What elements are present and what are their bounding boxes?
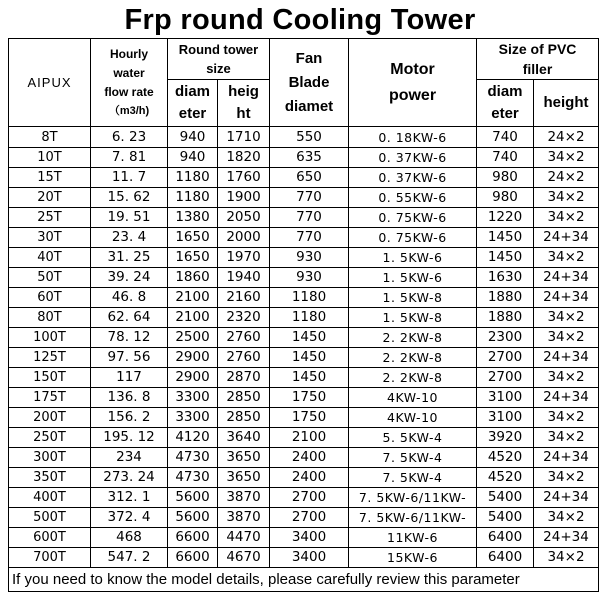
cell-height: 4670 <box>218 548 270 568</box>
cell-diameter: 5600 <box>168 508 218 528</box>
cell-model: 8T <box>9 127 91 148</box>
cell-flow-rate: 136. 8 <box>91 388 168 408</box>
cell-flow-rate: 234 <box>91 448 168 468</box>
cell-pvc-height: 24+34 <box>534 448 599 468</box>
header-flow-rate: Hourly water flow rate （m3/h) <box>91 39 168 127</box>
cell-height: 2160 <box>218 288 270 308</box>
cell-flow-rate: 273. 24 <box>91 468 168 488</box>
cell-motor-power: 2. 2KW-8 <box>349 348 477 368</box>
cell-height: 3650 <box>218 448 270 468</box>
cell-pvc-height: 34×2 <box>534 508 599 528</box>
cell-fan-diameter: 2700 <box>270 508 349 528</box>
table-row <box>9 208 599 228</box>
cell-model: 350T <box>9 468 91 488</box>
table-row <box>9 127 599 148</box>
table-header <box>9 39 599 127</box>
cell-flow-rate: 31. 25 <box>91 248 168 268</box>
cell-fan-diameter: 550 <box>270 127 349 148</box>
cell-height: 3640 <box>218 428 270 448</box>
cell-diameter: 4120 <box>168 428 218 448</box>
cell-motor-power: 7. 5KW-6/11KW- <box>349 488 477 508</box>
cell-fan-diameter: 1750 <box>270 388 349 408</box>
cell-model: 150T <box>9 368 91 388</box>
cell-model: 60T <box>9 288 91 308</box>
cell-model: 600T <box>9 528 91 548</box>
cell-diameter: 940 <box>168 148 218 168</box>
table-row <box>9 168 599 188</box>
header-pvc-diameter: diam eter <box>477 80 534 127</box>
cell-fan-diameter: 635 <box>270 148 349 168</box>
cell-height: 2850 <box>218 408 270 428</box>
cell-model: 40T <box>9 248 91 268</box>
cell-fan-diameter: 1450 <box>270 348 349 368</box>
cell-height: 1970 <box>218 248 270 268</box>
cell-pvc-height: 24×2 <box>534 127 599 148</box>
cell-pvc-diameter: 6400 <box>477 548 534 568</box>
cell-diameter: 2100 <box>168 288 218 308</box>
cell-pvc-diameter: 1450 <box>477 248 534 268</box>
cell-pvc-height: 24+34 <box>534 388 599 408</box>
cell-fan-diameter: 2400 <box>270 468 349 488</box>
cell-fan-diameter: 1450 <box>270 368 349 388</box>
table-row <box>9 348 599 368</box>
spec-table <box>8 38 599 592</box>
table-row <box>9 548 599 568</box>
cell-motor-power: 5. 5KW-4 <box>349 428 477 448</box>
cell-height: 2850 <box>218 388 270 408</box>
cell-fan-diameter: 1180 <box>270 308 349 328</box>
cell-fan-diameter: 2400 <box>270 448 349 468</box>
cell-pvc-height: 34×2 <box>534 368 599 388</box>
cell-pvc-diameter: 5400 <box>477 488 534 508</box>
cell-motor-power: 0. 37KW-6 <box>349 148 477 168</box>
cell-pvc-diameter: 2700 <box>477 368 534 388</box>
cell-motor-power: 4KW-10 <box>349 388 477 408</box>
cell-motor-power: 2. 2KW-8 <box>349 328 477 348</box>
table-body <box>9 127 599 568</box>
cell-height: 3870 <box>218 488 270 508</box>
table-row <box>9 328 599 348</box>
cell-flow-rate: 39. 24 <box>91 268 168 288</box>
table-row <box>9 248 599 268</box>
cell-motor-power: 15KW-6 <box>349 548 477 568</box>
cell-flow-rate: 195. 12 <box>91 428 168 448</box>
cell-flow-rate: 23. 4 <box>91 228 168 248</box>
cell-pvc-height: 34×2 <box>534 248 599 268</box>
table-row <box>9 188 599 208</box>
cell-model: 30T <box>9 228 91 248</box>
cell-motor-power: 4KW-10 <box>349 408 477 428</box>
cell-motor-power: 0. 18KW-6 <box>349 127 477 148</box>
cell-pvc-height: 24×2 <box>534 168 599 188</box>
header-pvc-height: height <box>534 80 599 127</box>
cell-fan-diameter: 770 <box>270 228 349 248</box>
cell-height: 2320 <box>218 308 270 328</box>
cell-pvc-height: 34×2 <box>534 208 599 228</box>
cell-height: 1900 <box>218 188 270 208</box>
cell-fan-diameter: 3400 <box>270 528 349 548</box>
cell-pvc-diameter: 2300 <box>477 328 534 348</box>
header-round-tower-size: Round tower size <box>168 39 270 80</box>
cell-flow-rate: 46. 8 <box>91 288 168 308</box>
cell-model: 25T <box>9 208 91 228</box>
cell-diameter: 1650 <box>168 228 218 248</box>
table-row <box>9 508 599 528</box>
cell-pvc-height: 24+34 <box>534 528 599 548</box>
table-row <box>9 528 599 548</box>
header-pvc-filler: Size of PVC filler <box>477 39 599 80</box>
cell-diameter: 2900 <box>168 348 218 368</box>
table-row <box>9 268 599 288</box>
cell-pvc-diameter: 1220 <box>477 208 534 228</box>
cell-diameter: 3300 <box>168 388 218 408</box>
cell-diameter: 4730 <box>168 448 218 468</box>
cell-diameter: 2500 <box>168 328 218 348</box>
cell-flow-rate: 372. 4 <box>91 508 168 528</box>
cell-height: 2000 <box>218 228 270 248</box>
cell-fan-diameter: 1750 <box>270 408 349 428</box>
cell-diameter: 1380 <box>168 208 218 228</box>
cell-diameter: 1860 <box>168 268 218 288</box>
header-motor-power: Motor power <box>349 39 477 127</box>
cell-height: 1760 <box>218 168 270 188</box>
cell-pvc-height: 24+34 <box>534 268 599 288</box>
footer-note: If you need to know the model details, please carefully review this parameter <box>9 568 599 592</box>
cell-height: 1820 <box>218 148 270 168</box>
cell-pvc-diameter: 3100 <box>477 408 534 428</box>
cell-pvc-height: 24+34 <box>534 228 599 248</box>
cell-diameter: 4730 <box>168 468 218 488</box>
header-model: AIPUX <box>9 39 91 127</box>
cell-diameter: 6600 <box>168 528 218 548</box>
cell-motor-power: 1. 5KW-8 <box>349 308 477 328</box>
cell-model: 700T <box>9 548 91 568</box>
cell-flow-rate: 468 <box>91 528 168 548</box>
cell-pvc-diameter: 980 <box>477 168 534 188</box>
cell-pvc-diameter: 4520 <box>477 448 534 468</box>
header-diameter: diam eter <box>168 80 218 127</box>
cell-pvc-height: 34×2 <box>534 428 599 448</box>
cell-pvc-height: 34×2 <box>534 308 599 328</box>
cell-height: 3650 <box>218 468 270 488</box>
cell-pvc-diameter: 740 <box>477 127 534 148</box>
cell-model: 400T <box>9 488 91 508</box>
cell-pvc-diameter: 3100 <box>477 388 534 408</box>
cell-fan-diameter: 3400 <box>270 548 349 568</box>
table-row <box>9 388 599 408</box>
cell-motor-power: 11KW-6 <box>349 528 477 548</box>
cell-motor-power: 1. 5KW-8 <box>349 288 477 308</box>
cell-flow-rate: 15. 62 <box>91 188 168 208</box>
cell-model: 200T <box>9 408 91 428</box>
table-row <box>9 428 599 448</box>
cell-flow-rate: 11. 7 <box>91 168 168 188</box>
cell-height: 4470 <box>218 528 270 548</box>
cell-diameter: 1180 <box>168 188 218 208</box>
cell-diameter: 2100 <box>168 308 218 328</box>
cell-model: 125T <box>9 348 91 368</box>
cell-pvc-diameter: 1630 <box>477 268 534 288</box>
cell-model: 20T <box>9 188 91 208</box>
cell-pvc-height: 24+34 <box>534 348 599 368</box>
cell-diameter: 1650 <box>168 248 218 268</box>
cell-model: 100T <box>9 328 91 348</box>
cell-flow-rate: 312. 1 <box>91 488 168 508</box>
cell-motor-power: 1. 5KW-6 <box>349 248 477 268</box>
cell-pvc-height: 24+34 <box>534 288 599 308</box>
cell-motor-power: 0. 55KW-6 <box>349 188 477 208</box>
cell-flow-rate: 97. 56 <box>91 348 168 368</box>
cell-model: 500T <box>9 508 91 528</box>
table-row <box>9 308 599 328</box>
cell-height: 1940 <box>218 268 270 288</box>
cell-diameter: 1180 <box>168 168 218 188</box>
table-row <box>9 148 599 168</box>
cell-fan-diameter: 930 <box>270 268 349 288</box>
cell-pvc-diameter: 1450 <box>477 228 534 248</box>
cell-pvc-height: 34×2 <box>534 468 599 488</box>
cell-model: 50T <box>9 268 91 288</box>
cell-fan-diameter: 770 <box>270 208 349 228</box>
cell-pvc-diameter: 2700 <box>477 348 534 368</box>
table-row <box>9 488 599 508</box>
cell-height: 1710 <box>218 127 270 148</box>
cell-fan-diameter: 650 <box>270 168 349 188</box>
cell-motor-power: 0. 37KW-6 <box>349 168 477 188</box>
table-row <box>9 368 599 388</box>
cell-motor-power: 0. 75KW-6 <box>349 228 477 248</box>
cell-pvc-height: 34×2 <box>534 148 599 168</box>
cell-height: 2760 <box>218 328 270 348</box>
cell-fan-diameter: 1450 <box>270 328 349 348</box>
cell-pvc-diameter: 3920 <box>477 428 534 448</box>
cell-motor-power: 7. 5KW-4 <box>349 468 477 488</box>
cell-pvc-height: 24+34 <box>534 488 599 508</box>
cell-motor-power: 2. 2KW-8 <box>349 368 477 388</box>
cell-pvc-diameter: 1880 <box>477 308 534 328</box>
cell-height: 3870 <box>218 508 270 528</box>
cell-flow-rate: 78. 12 <box>91 328 168 348</box>
cell-flow-rate: 156. 2 <box>91 408 168 428</box>
cell-pvc-diameter: 740 <box>477 148 534 168</box>
header-height: heig ht <box>218 80 270 127</box>
cell-model: 175T <box>9 388 91 408</box>
table-row <box>9 408 599 428</box>
cell-flow-rate: 62. 64 <box>91 308 168 328</box>
cell-pvc-diameter: 1880 <box>477 288 534 308</box>
cell-flow-rate: 6. 23 <box>91 127 168 148</box>
cell-pvc-height: 34×2 <box>534 548 599 568</box>
cell-flow-rate: 117 <box>91 368 168 388</box>
cell-flow-rate: 547. 2 <box>91 548 168 568</box>
page-title: Frp round Cooling Tower <box>124 4 476 36</box>
header-fan-blade: Fan Blade diamet <box>270 39 349 127</box>
table-row <box>9 228 599 248</box>
table-row <box>9 468 599 488</box>
cell-flow-rate: 7. 81 <box>91 148 168 168</box>
cell-fan-diameter: 770 <box>270 188 349 208</box>
cell-height: 2760 <box>218 348 270 368</box>
table-row <box>9 288 599 308</box>
cell-model: 10T <box>9 148 91 168</box>
cell-fan-diameter: 1180 <box>270 288 349 308</box>
cell-flow-rate: 19. 51 <box>91 208 168 228</box>
cell-pvc-height: 34×2 <box>534 408 599 428</box>
cell-motor-power: 0. 75KW-6 <box>349 208 477 228</box>
cell-motor-power: 7. 5KW-6/11KW- <box>349 508 477 528</box>
cell-diameter: 940 <box>168 127 218 148</box>
cell-motor-power: 1. 5KW-6 <box>349 268 477 288</box>
table-row <box>9 448 599 468</box>
cell-model: 15T <box>9 168 91 188</box>
cell-diameter: 5600 <box>168 488 218 508</box>
cell-height: 2050 <box>218 208 270 228</box>
cell-model: 300T <box>9 448 91 468</box>
cell-fan-diameter: 2100 <box>270 428 349 448</box>
cell-diameter: 3300 <box>168 408 218 428</box>
cell-pvc-diameter: 5400 <box>477 508 534 528</box>
cell-pvc-height: 34×2 <box>534 328 599 348</box>
cell-height: 2870 <box>218 368 270 388</box>
cell-diameter: 2900 <box>168 368 218 388</box>
cell-diameter: 6600 <box>168 548 218 568</box>
cell-model: 250T <box>9 428 91 448</box>
cell-pvc-diameter: 4520 <box>477 468 534 488</box>
cell-pvc-diameter: 980 <box>477 188 534 208</box>
cell-model: 80T <box>9 308 91 328</box>
cell-pvc-diameter: 6400 <box>477 528 534 548</box>
cell-fan-diameter: 2700 <box>270 488 349 508</box>
cell-fan-diameter: 930 <box>270 248 349 268</box>
cell-motor-power: 7. 5KW-4 <box>349 448 477 468</box>
cell-pvc-height: 34×2 <box>534 188 599 208</box>
